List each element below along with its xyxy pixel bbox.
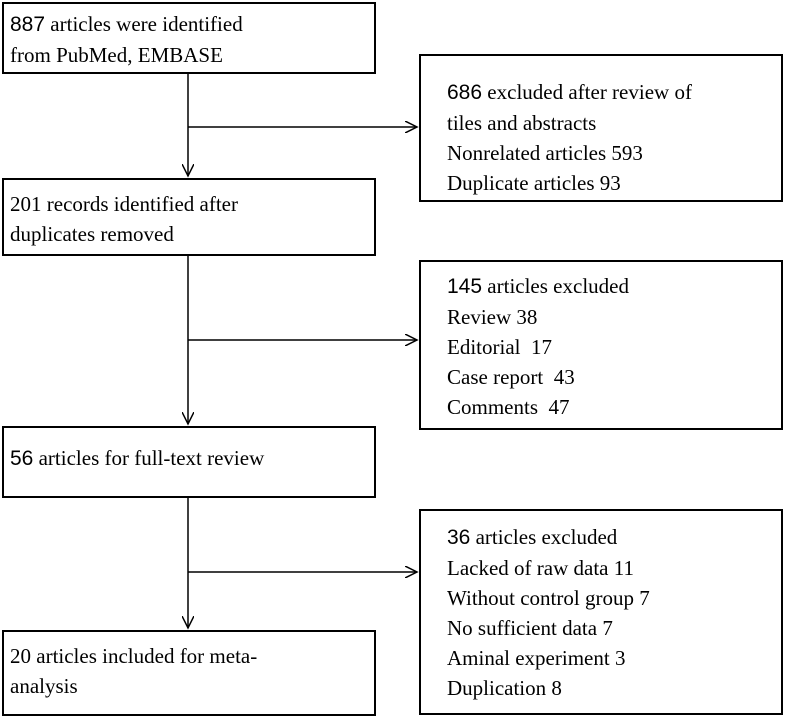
exclusion-3-line-3: Without control group 7	[447, 586, 650, 610]
full-text-text: articles for full-text review	[38, 446, 265, 470]
included-box	[2, 630, 376, 716]
exclusion-3-line-5: Aminal experiment 3	[447, 646, 626, 670]
exclusion-1-line-4: Duplicate articles 93	[447, 171, 621, 195]
identified-box	[2, 2, 376, 74]
identified-count: 887	[10, 13, 46, 36]
full-text-count: 56	[10, 447, 34, 470]
exclusion-2-line-1	[447, 271, 781, 302]
exclusion-2-count: 145	[447, 275, 483, 298]
included-line-1: 20 articles included for meta-	[10, 644, 258, 668]
full-text-line	[10, 443, 374, 474]
exclusion-2-line-2: Review 38	[447, 305, 538, 329]
exclusion-2-line-3: Editorial 17	[447, 335, 552, 359]
exclusion-3-count: 36	[447, 526, 471, 549]
exclusion-3-heading: articles excluded	[475, 525, 618, 549]
after-duplicates-box	[2, 178, 376, 256]
identified-line-2: from PubMed, EMBASE	[10, 43, 223, 67]
exclusion-3-line-2: Lacked of raw data 11	[447, 556, 634, 580]
exclusion-2-line-4: Case report 43	[447, 365, 575, 389]
included-line-2: analysis	[10, 674, 78, 698]
after-duplicates-line-2: duplicates removed	[10, 222, 174, 246]
exclusion-2-heading: articles excluded	[487, 274, 629, 298]
exclusion-1-heading: excluded after review of	[487, 80, 692, 104]
identified-line-1	[10, 9, 374, 40]
exclusion-box-3	[419, 509, 783, 715]
exclusion-3-line-1	[447, 522, 781, 553]
after-duplicates-line-1: 201 records identified after	[10, 192, 238, 216]
exclusion-3-line-4: No sufficient data 7	[447, 616, 613, 640]
exclusion-1-line-1	[447, 77, 781, 108]
exclusion-box-1	[419, 54, 783, 202]
full-text-box	[2, 426, 376, 498]
exclusion-box-2	[419, 260, 783, 430]
identified-text: articles were identified	[50, 12, 243, 36]
exclusion-1-line-2: tiles and abstracts	[447, 111, 597, 135]
exclusion-1-line-3: Nonrelated articles 593	[447, 141, 643, 165]
exclusion-2-line-5: Comments 47	[447, 395, 570, 419]
exclusion-1-count: 686	[447, 81, 483, 104]
exclusion-3-line-6: Duplication 8	[447, 676, 562, 700]
